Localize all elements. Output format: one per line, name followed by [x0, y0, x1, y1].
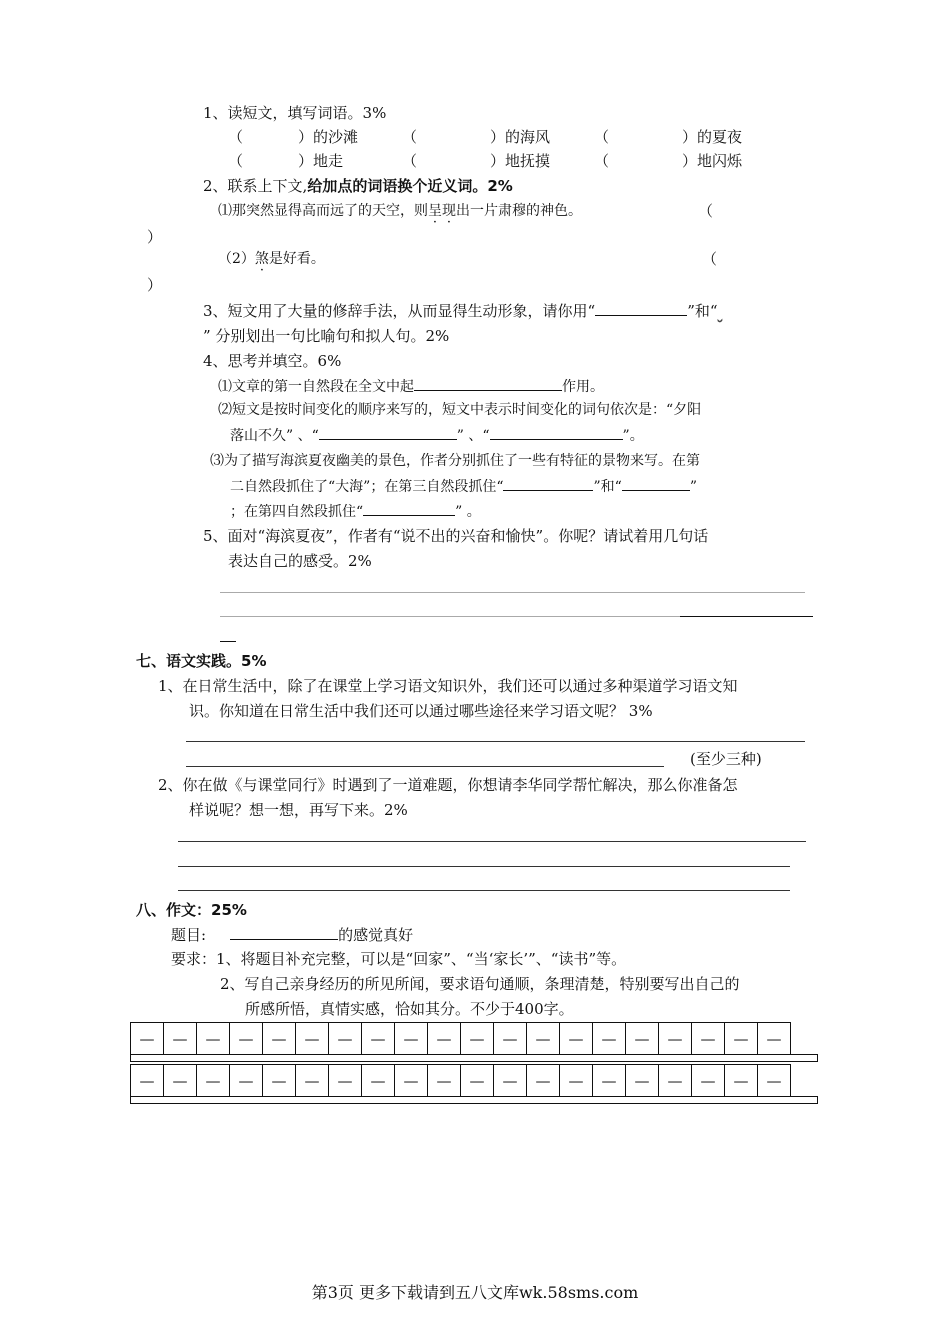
q4-s2-blank-2[interactable]	[490, 425, 623, 440]
q1-row2-word-1: ）地走	[298, 152, 344, 170]
q3-line2: ” 分别划出一句比喻句和拟人句。2%	[203, 327, 450, 345]
grid-cell[interactable]: —	[659, 1064, 692, 1096]
q2-title-a: 2、联系上下文,	[203, 177, 308, 195]
q3-line1-a: 3、短文用了大量的修辞手法，从而显得生动形象，请你用“	[203, 302, 596, 320]
sec7-q1-answer-line-1[interactable]	[186, 741, 805, 742]
essay-topic-blank[interactable]	[230, 925, 338, 940]
q1-row1-paren-1: （	[228, 128, 244, 146]
q5-line1: 5、面对“海滨夏夜”，作者有“说不出的兴奋和愉快”。你呢？请试着用几句话	[203, 527, 709, 545]
sec7-q2-answer-line-1[interactable]	[178, 841, 806, 842]
grid-cell[interactable]: —	[362, 1064, 395, 1096]
sec7-q1-line1: 1、在日常生活中，除了在课堂上学习语文知识外，我们还可以通过多种渠道学习语文知	[158, 677, 738, 695]
q4-s3-blank-3[interactable]	[363, 501, 455, 516]
grid-cell[interactable]: —	[527, 1022, 560, 1054]
grid-cell[interactable]: —	[626, 1022, 659, 1054]
grid-cell[interactable]: —	[626, 1064, 659, 1096]
q1-row1-word-2: ）的海风	[490, 128, 551, 146]
grid-cell[interactable]: —	[428, 1022, 461, 1054]
sec7-q2-answer-line-2[interactable]	[178, 866, 790, 867]
q1-row1-paren-3: （	[594, 128, 610, 146]
q4-s1-blank[interactable]	[414, 376, 562, 391]
q5-answer-line-1[interactable]	[220, 592, 805, 593]
grid-cell[interactable]: —	[230, 1064, 263, 1096]
q1-row1-word-3: ）的夏夜	[682, 128, 743, 146]
q2-s2-b: 是好看。	[268, 251, 325, 267]
sec7-q1-answer-line-2[interactable]	[186, 766, 664, 767]
essay-topic-suffix: 的感觉真好	[338, 926, 414, 944]
grid-cell[interactable]: —	[197, 1022, 230, 1054]
grid-cell[interactable]: —	[659, 1022, 692, 1054]
q5-answer-line-2b[interactable]	[680, 616, 813, 617]
q4-title: 4、思考并填空。6%	[203, 352, 342, 370]
sec7-q2-answer-line-3[interactable]	[178, 890, 790, 891]
essay-req-2-line1: 2、写自己亲身经历的所见所闻，要求语句通顺，条理清楚，特别要写出自己的	[220, 975, 740, 993]
writing-grid-row-1[interactable]	[130, 1022, 791, 1054]
grid-cell[interactable]: —	[461, 1022, 494, 1054]
essay-req-label: 要求：	[171, 950, 217, 968]
q4-s2-a: 落山不久” 、“	[230, 428, 319, 444]
q3-blank-straight[interactable]	[595, 301, 687, 316]
grid-cell[interactable]: —	[263, 1022, 296, 1054]
grid-cell[interactable]: —	[560, 1022, 593, 1054]
q3-line1	[203, 301, 740, 321]
grid-cell[interactable]: —	[131, 1064, 164, 1096]
grid-cell[interactable]: —	[164, 1022, 197, 1054]
grid-cell[interactable]: —	[560, 1064, 593, 1096]
q4-s3-e: ” 。	[455, 504, 481, 520]
q1-title: 1、读短文，填写词语。3%	[203, 104, 387, 122]
essay-req-1-text: 1、将题目补充完整，可以是“回家”、“当‘家长’”、“读书”等。	[216, 950, 627, 968]
grid-cell[interactable]: —	[296, 1064, 329, 1096]
sec7-q1-note: (至少三种)	[690, 750, 762, 768]
q4-s3-blank-2[interactable]	[622, 476, 690, 491]
q2-sentence-1	[218, 201, 582, 221]
grid-cell[interactable]: —	[263, 1064, 296, 1096]
q5-line2: 表达自己的感受。2%	[228, 552, 372, 570]
q2-s1-paren-close: ）	[147, 228, 163, 246]
grid-cell[interactable]: —	[230, 1022, 263, 1054]
q4-s2-c: ”。	[622, 428, 644, 444]
q1-row1-word-1: ）的沙滩	[298, 128, 359, 146]
q2-s1-a: ⑴那突然显得高而远了的天空，则	[218, 203, 428, 219]
q1-row2-word-2: ）地抚摸	[490, 152, 551, 170]
writing-grid-bar-1	[130, 1054, 818, 1062]
q1-row2-paren-2: （	[402, 152, 418, 170]
q4-s1-b: 作用。	[562, 379, 604, 395]
grid-cell[interactable]: —	[494, 1022, 527, 1054]
q1-row2-paren-1: （	[228, 152, 244, 170]
page-footer: 第3页 更多下载请到五八文库wk.58sms.com	[311, 1283, 639, 1302]
section-8-title: 八、作文：25%	[136, 901, 247, 919]
essay-req-2-line2: 所感所悟，真情实感，恰如其分。不少于400字。	[245, 1000, 574, 1018]
q4-s2-blank-1[interactable]	[319, 425, 457, 440]
grid-cell[interactable]: —	[296, 1022, 329, 1054]
grid-cell[interactable]: —	[593, 1064, 626, 1096]
q4-s2-b: ” 、“	[456, 428, 490, 444]
q1-row1-paren-2: （	[402, 128, 418, 146]
q4-s2-line2	[230, 425, 644, 446]
q4-s3-blank-1[interactable]	[503, 476, 593, 491]
q4-s3-line3	[230, 501, 481, 522]
grid-cell[interactable]: —	[758, 1064, 791, 1096]
grid-cell[interactable]: —	[131, 1022, 164, 1054]
grid-cell[interactable]: —	[164, 1064, 197, 1096]
sec7-q2-line1: 2、你在做《与课堂同行》时遇到了一道难题，你想请李华同学帮忙解决，那么你准备怎	[158, 776, 738, 794]
q4-s3-line2	[230, 476, 697, 497]
q2-s1-paren-open: （	[698, 202, 714, 220]
dot-char-2: 现	[442, 203, 456, 219]
q2-s2-dotted: 煞	[254, 251, 269, 267]
sec7-q1-line2: 识。你知道在日常生活中我们还可以通过哪些途径来学习语文呢？ 3%	[189, 702, 653, 720]
q4-s2-line1: ⑵短文是按时间变化的顺序来写的，短文中表示时间变化的词句依次是：“夕阳	[218, 402, 702, 418]
grid-cell[interactable]: —	[197, 1064, 230, 1096]
q5-answer-line-2[interactable]	[220, 616, 680, 617]
essay-req-1	[171, 949, 626, 969]
q4-s3-b: ”和“	[593, 479, 622, 495]
q4-s3-c: ”	[689, 479, 697, 495]
q4-s3-d: ；在第四自然段抓住“	[230, 504, 364, 520]
q2-title	[203, 176, 513, 196]
dot-char-1: 呈	[428, 203, 442, 219]
grid-cell[interactable]: —	[692, 1022, 725, 1054]
q4-s3-a: 二自然段抓住了“大海”；在第三自然段抓住“	[230, 479, 504, 495]
q4-s1-a: ⑴文章的第一自然段在全文中起	[218, 379, 414, 395]
sec7-q2-line2: 样说呢？想一想，再写下来。2%	[189, 801, 408, 819]
grid-cell[interactable]: —	[362, 1022, 395, 1054]
grid-cell[interactable]: —	[395, 1064, 428, 1096]
grid-cell[interactable]: —	[758, 1022, 791, 1054]
grid-cell[interactable]: —	[725, 1022, 758, 1054]
q2-sentence-2	[218, 249, 325, 269]
writing-grid-bar-2	[130, 1096, 818, 1104]
q2-title-b: 给加点的词语换个近义词。2%	[307, 177, 513, 195]
essay-topic-label: 题目:	[171, 926, 207, 944]
q1-row2-paren-3: （	[594, 152, 610, 170]
q2-s1-dotted	[428, 203, 456, 219]
grid-cell[interactable]: —	[395, 1022, 428, 1054]
q2-s2-a: （2）	[218, 251, 255, 267]
essay-topic	[171, 925, 413, 945]
writing-grid-row-2[interactable]	[130, 1064, 791, 1096]
q3-line1-b: ”和“	[687, 302, 718, 320]
grid-cell[interactable]: —	[494, 1064, 527, 1096]
q3-wavy-sample	[718, 301, 740, 321]
grid-cell[interactable]: —	[329, 1064, 362, 1096]
q2-s2-paren-close: ）	[147, 276, 163, 294]
section-7-title: 七、语文实践。5%	[136, 652, 267, 670]
q1-row2-word-3: ）地闪烁	[682, 152, 743, 170]
grid-cell[interactable]: —	[692, 1064, 725, 1096]
grid-cell[interactable]: —	[527, 1064, 560, 1096]
grid-cell[interactable]: —	[461, 1064, 494, 1096]
q2-s1-b: 出一片肃穆的神色。	[456, 203, 582, 219]
grid-cell[interactable]: —	[329, 1022, 362, 1054]
q4-s1	[218, 376, 604, 397]
grid-cell[interactable]: —	[593, 1022, 626, 1054]
q2-s2-paren-open: （	[702, 250, 718, 268]
grid-cell[interactable]: —	[725, 1064, 758, 1096]
q5-answer-line-3[interactable]	[220, 641, 236, 642]
q4-s3-line1: ⑶为了描写海滨夏夜幽美的景色，作者分别抓住了一些有特征的景物来写。在第	[210, 453, 700, 469]
grid-cell[interactable]: —	[428, 1064, 461, 1096]
